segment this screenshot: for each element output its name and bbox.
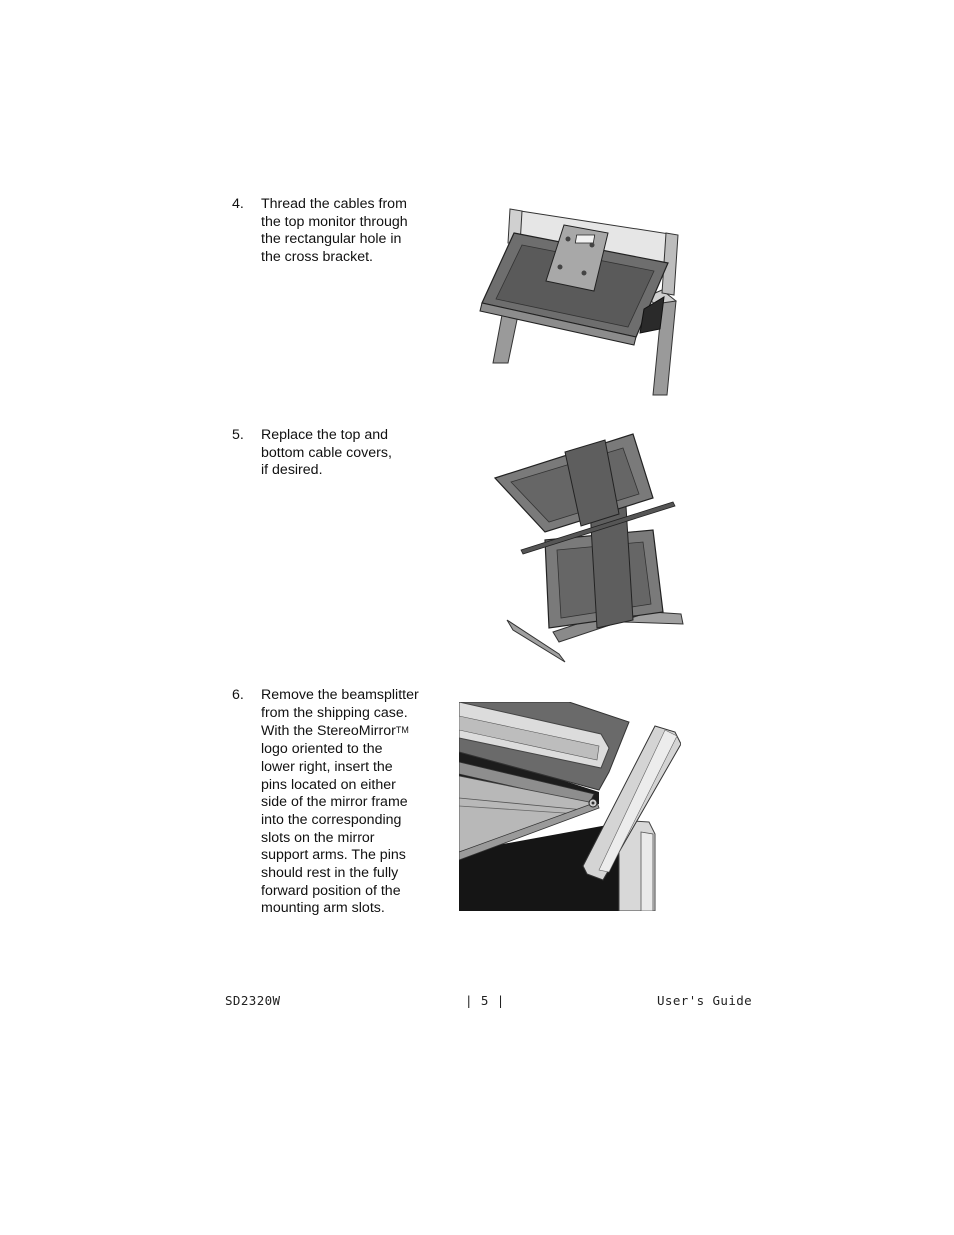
step-5-line: if desired.: [261, 462, 323, 479]
footer-model: SD2320W: [225, 993, 281, 1008]
step-6-line: [261, 722, 433, 741]
step-6-number: 6.: [232, 687, 244, 703]
step-6-line: forward position of the: [261, 882, 401, 899]
step-6-line: from the shipping case.: [261, 704, 408, 721]
step-6-line: Remove the beamsplitter: [261, 687, 419, 703]
step-6-line: side of the mirror frame: [261, 794, 408, 811]
stand-leg-left: [493, 315, 518, 363]
figure-cable-covers: [493, 432, 688, 664]
step-6-line: logo oriented to the: [261, 741, 383, 758]
footer-page-number: | 5 |: [465, 993, 505, 1008]
bracket-bolt: [566, 237, 571, 242]
step-6-line: support arms. The pins: [261, 847, 406, 864]
lower-monitor-frame-edge: [641, 832, 653, 911]
step-5-line: Replace the top and: [261, 427, 388, 443]
figure-cable-threading: [476, 205, 702, 400]
step-5-line: bottom cable covers,: [261, 444, 392, 461]
step-6-line-text: With the StereoMirror: [261, 723, 396, 740]
step-6-line: should rest in the fully: [261, 865, 399, 882]
step-4-number: 4.: [232, 196, 244, 212]
step-5-text: [261, 427, 433, 480]
step-6-line: slots on the mirror: [261, 829, 375, 846]
step-4-line: the top monitor through: [261, 213, 408, 230]
mirror-pin-center: [592, 802, 595, 805]
rectangular-hole: [575, 235, 594, 243]
bracket-bolt: [558, 265, 563, 270]
trademark-symbol: TM: [395, 725, 409, 736]
step-6-line: pins located on either: [261, 776, 396, 793]
footer-guide-title: User's Guide: [657, 993, 753, 1008]
step-4-line: the rectangular hole in: [261, 231, 402, 248]
figure-beamsplitter-install: [459, 702, 681, 911]
bracket-bolt: [590, 243, 595, 248]
step-4-text: [261, 196, 433, 267]
bracket-bolt: [582, 271, 587, 276]
step-6-line: mounting arm slots.: [261, 900, 385, 917]
step-6-line: lower right, insert the: [261, 758, 393, 775]
step-5-number: 5.: [232, 427, 244, 443]
step-6-line: into the corresponding: [261, 811, 402, 828]
step-4-line: Thread the cables from: [261, 196, 407, 212]
step-4-line: the cross bracket.: [261, 249, 373, 266]
step-6-text: [261, 687, 433, 918]
